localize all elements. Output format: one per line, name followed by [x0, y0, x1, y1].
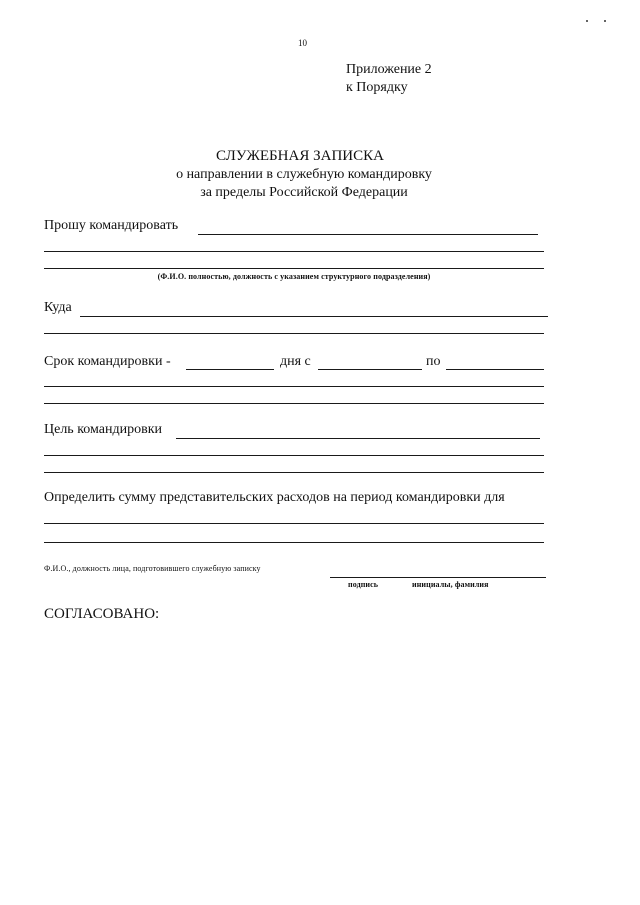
expenses-line-1[interactable] — [44, 523, 544, 524]
scan-speck — [586, 20, 588, 22]
term-days-line[interactable] — [186, 369, 274, 370]
purpose-line-1[interactable] — [176, 438, 540, 439]
term-from-line[interactable] — [318, 369, 422, 370]
expenses-label: Определить сумму представительских расходов на период командировки для — [44, 490, 505, 505]
term-to-line[interactable] — [446, 369, 544, 370]
request-hint: (Ф.И.О. полностью, должность с указанием структурного подразделения) — [157, 272, 431, 281]
appendix-line-2: к Порядку — [346, 80, 408, 95]
request-label: Прошу командировать — [44, 218, 179, 233]
term-line-3[interactable] — [44, 403, 544, 404]
expenses-line-2[interactable] — [44, 542, 544, 543]
document-subtitle-2: за пределы Российской Федерации — [200, 185, 408, 200]
purpose-label: Цель командировки — [44, 422, 163, 437]
request-name-line[interactable] — [198, 234, 538, 235]
request-line-3[interactable] — [44, 268, 544, 269]
document-subtitle-1: о направлении в служебную командировку — [176, 167, 432, 182]
days-from-label: дня с — [280, 354, 311, 369]
term-label: Срок командировки - — [44, 354, 171, 369]
name-caption: инициалы, фамилия — [412, 580, 489, 589]
signature-line[interactable] — [330, 577, 546, 578]
document-title: СЛУЖЕБНАЯ ЗАПИСКА — [216, 148, 384, 164]
where-label: Куда — [44, 300, 72, 315]
purpose-line-2[interactable] — [44, 455, 544, 456]
prepared-by-label: Ф.И.О., должность лица, подготовившего служебную записку — [44, 564, 261, 573]
appendix-line-1: Приложение 2 — [346, 62, 432, 77]
scan-speck — [604, 20, 606, 22]
where-line-2[interactable] — [44, 333, 544, 334]
page-number: 10 — [298, 38, 307, 48]
sign-caption: подпись — [348, 580, 379, 589]
request-line-2[interactable] — [44, 251, 544, 252]
to-label: по — [426, 354, 441, 369]
approved-label: СОГЛАСОВАНО: — [44, 606, 160, 622]
purpose-line-3[interactable] — [44, 472, 544, 473]
where-line-1[interactable] — [80, 316, 548, 317]
term-line-2[interactable] — [44, 386, 544, 387]
